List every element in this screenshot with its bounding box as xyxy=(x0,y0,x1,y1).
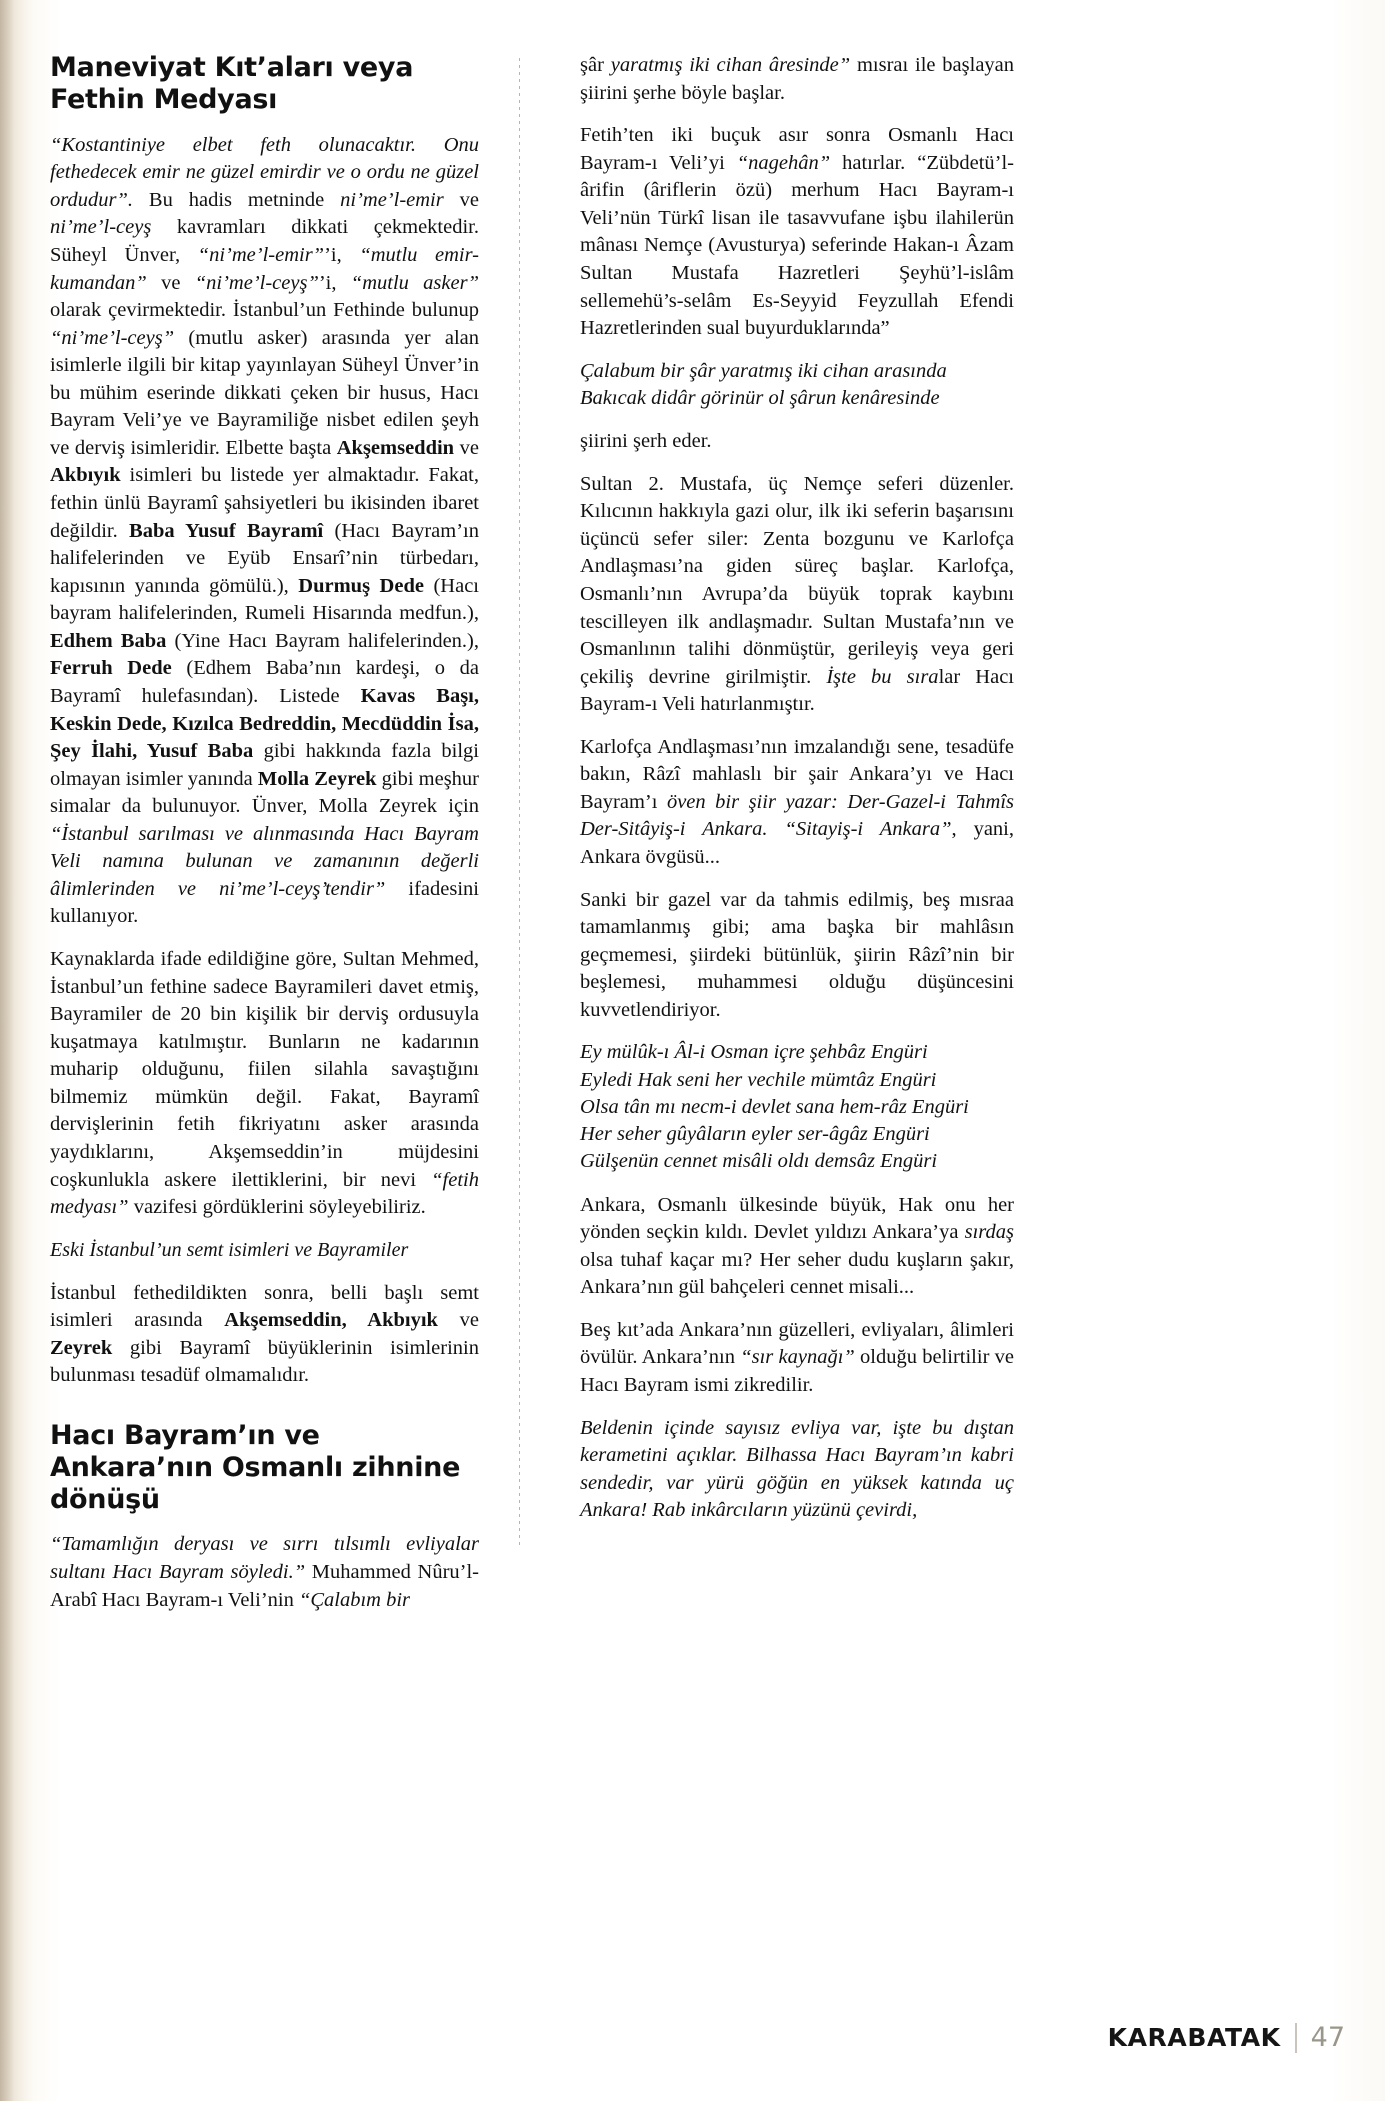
verse-line: Bakıcak didâr görinür ol şârun kenâresinde xyxy=(580,386,940,409)
text-run: ve xyxy=(146,271,195,294)
gutter-shadow xyxy=(0,0,26,2101)
verse-line: Her seher gûyâların eyler ser-âgâz Engüri xyxy=(580,1123,930,1146)
text-run: olarak çevirmektedir. İstanbul’un Fethinde bulunup xyxy=(50,299,479,322)
text-run: (Hacı bayram halifelerinden, Rumeli Hisarında medfun.), xyxy=(50,574,479,625)
name-durmus-dede: Durmuş Dede xyxy=(298,574,424,597)
column-divider xyxy=(519,58,520,1548)
text-run: Bu hadis metninde xyxy=(132,188,341,211)
text-run: vazifesi gördüklerini söyleyebiliriz. xyxy=(128,1196,426,1219)
text-run: ’i, xyxy=(318,271,351,294)
name-ferruh-dede: Ferruh Dede xyxy=(50,657,172,680)
right-column xyxy=(544,52,1014,1952)
text-run: olsa tuhaf kaçar mı? Her seher dudu kuşların şakır, Ankara’nın gül bahçeleri cennet misali... xyxy=(580,1248,1014,1299)
paragraph-fetihten xyxy=(580,122,1014,343)
emphasis-sirdas: sırdaş xyxy=(964,1221,1014,1244)
term-sir-kaynagi: “sır kaynağı” xyxy=(740,1346,855,1369)
emphasis-iste-bu-sira: İşte bu sıra xyxy=(826,665,939,688)
verse-line: Gülşenün cennet misâli oldı demsâz Engüri xyxy=(580,1150,938,1173)
text-run: gibi meşhur simalar da bulunuyor. Ünver, Molla Zeyrek için xyxy=(50,767,480,818)
text-run: Ankara, Osmanlı ülkesinde büyük, Hak onu her yönden seçkin kıldı. Devlet yıldızı Ankara’ya xyxy=(580,1193,1014,1244)
magazine-brand: KARABATAK xyxy=(1107,2023,1281,2052)
text-run: Fetih’ten iki buçuk asır sonra Osmanlı Hacı Bayram-ı Veli’yi xyxy=(580,124,1014,174)
page-footer xyxy=(1108,2022,1345,2053)
subheading-semt-isimleri: Eski İstanbul’un semt isimleri ve Bayramiler xyxy=(50,1238,409,1261)
paragraph-sar-yaratmis xyxy=(580,52,1014,107)
text-run: kavramları dikkati çekmektedir. Süheyl Ünver, xyxy=(50,216,479,266)
text-run: (Edhem Baba’nın kardeşi, o da Bayramî hulefasından). Listede xyxy=(50,657,479,707)
name-aksemseddin: Akşemseddin xyxy=(336,436,455,459)
text-run: isimleri bu listede yer almaktadır. Fakat, fethin ünlü Bayramî şahsiyetleri bu ikisinden ibaret değildir. xyxy=(50,464,479,542)
text-run: şâr xyxy=(580,54,611,76)
term-quoted: “ni’me’l-ceyş” xyxy=(50,326,175,349)
text-run: gibi hakkında fazla bilgi olmayan isimler yanında xyxy=(50,740,479,790)
quote-unver: “İstanbul sarılması ve alınmasında Hacı Bayram Veli namına bulunan ve zamanının değerli âlimlerinden ve ni’me’l-ceyş’tendir” xyxy=(50,822,479,900)
name-akbiyik: Akbıyık xyxy=(50,464,121,487)
paragraph-sources xyxy=(50,946,479,1222)
left-column xyxy=(50,52,495,1952)
quote-calabim-continued: yaratmış iki cihan âresinde” xyxy=(610,54,851,76)
paragraph-tamamligin-deryasi xyxy=(50,1531,479,1614)
term-quoted: “mutlu emir-kumandan” xyxy=(50,243,480,294)
section-heading-haci-bayram: Hacı Bayram’ın ve Ankara’nın Osmanlı zihnine dönüşü xyxy=(50,1419,461,1515)
verse-calabum xyxy=(580,358,1014,413)
verse-line: Olsa tân mı necm-i devlet sana hem-râz Engüri xyxy=(580,1095,969,1118)
paragraph-intro xyxy=(50,132,479,931)
text-run: Sultan 2. Mustafa, üç Nemçe seferi düzenler. Kılıcının hakkıyla gazi olur, ilk iki seferin başarısını üçüncü sefer siler: Zenta bozgunu ve Karlofça Andlaşması’na giden süreç başlar. Karlofça, Osmanlı’nın Avrupa’da büyük toprak kaybını tescilleyen ilk andlaşmadır. Sultan Mustafa’nın ve Osmanlının talihi dönmüştür, gerileyiş veya geri çekiliş devrine girilmiştir. xyxy=(580,472,1014,688)
page-number: 47 xyxy=(1310,2022,1345,2053)
text-run: ve xyxy=(443,188,479,211)
text-run: , yani, Ankara övgüsü... xyxy=(580,818,1015,868)
text-run: (mutlu asker) arasında yer alan isimlerle ilgili bir kitap yayınlayan Süheyl Ünver’in bu mühim eserinde dikkati çeken bir husus, Hacı Bayram Veli’ye ve Bayramiliğe nisbet edilen şeyh ve derviş isimleridir. Elbette başta xyxy=(50,326,479,459)
text-run: lar Hacı Bayram-ı Veli hatırlanmıştır. xyxy=(580,665,1014,716)
verse-line: Eyledi Hak seni her vechile mümtâz Engüri xyxy=(580,1068,937,1091)
paragraph-ankara-osmanli xyxy=(580,1192,1014,1302)
verse-line: Ey mülûk-ı Âl-i Osman içre şehbâz Engüri xyxy=(580,1041,928,1064)
text-run: gibi Bayramî büyüklerinin isimlerinin bulunması tesadüf olmamalıdır. xyxy=(50,1336,479,1387)
term-quoted: “ni’me’l-emir” xyxy=(197,243,325,266)
text-run: Beş kıt’ada Ankara’nın güzelleri, evliyaları, âlimleri övülür. Ankara’nın xyxy=(580,1318,1014,1369)
term-nimel-ceys: ni’me’l-ceyş xyxy=(50,216,152,239)
term-fetih-medyasi: “fetih medyası” xyxy=(50,1168,479,1219)
text-run: ve xyxy=(454,436,479,459)
name-zeyrek: Zeyrek xyxy=(50,1336,113,1359)
paragraph-sultan-mustafa xyxy=(580,471,1014,719)
text-run: Muhammed Nûru’l-Arabî Hacı Bayram-ı Veli’nin xyxy=(50,1561,479,1611)
page-title: Maneviyat Kıt’aları veya Fethin Medyası xyxy=(50,52,414,115)
footer-divider xyxy=(1295,2023,1297,2053)
term-nagehan: “nagehân” xyxy=(736,151,831,174)
paragraph-serh-eder: şiirini şerh eder. xyxy=(580,430,712,453)
term-nimel-emir: ni’me’l-emir xyxy=(340,188,444,211)
text-run: ve xyxy=(437,1309,479,1332)
text-run: Karlofça Andlaşması’nın imzalandığı sene, tesadüfe bakın, Râzî mahlaslı bir şair Ankara’yı ve Hacı Bayram’ı xyxy=(580,735,1014,813)
term-quoted: “ni’me’l-ceyş” xyxy=(194,271,319,294)
paragraph-belde-evliya: Beldenin içinde sayısız evliya var, işte bu dıştan kerametini açıklar. Bilhassa Hacı Bayram’ın kabri sendedir, var yürü göğün en yüksek katında uç Ankara! Rab inkârcıların yüzünü çevirdi, xyxy=(580,1416,1014,1522)
name-list-others: Kavas Başı, Keskin Dede, Kızılca Bedreddin, Mecdüddin İsa, Şey İlahi, Yusuf Baba xyxy=(50,684,479,763)
paragraph-gazel-tahmis: Sanki bir gazel var da tahmis edilmiş, beş mısraa tamamlanmış gibi; ama başka bir mahlâsın geçmemesi, şiirdeki bütünlük, şiirin Râzî’nin bir beşlemesi, muhammesi olduğu düşüncesini kuvvetlendiriyor. xyxy=(580,888,1014,1021)
text-run: mısraı ile başlayan şiirini şerhe böyle başlar. xyxy=(580,54,1015,104)
name-baba-yusuf-bayrami: Baba Yusuf Bayramî xyxy=(129,519,324,542)
text-run: ifadesini kullanıyor. xyxy=(50,877,479,928)
name-molla-zeyrek: Molla Zeyrek xyxy=(257,767,377,790)
paragraph-semt-isimleri xyxy=(50,1280,479,1390)
text-run: (Hacı Bayram’ın halifelerinden ve Eyüb Ensarî’nin türbedarı, kapısının yanında gömülü.), xyxy=(50,519,479,597)
name-aksemseddin-akbiyik: Akşemseddin, Akbıyık xyxy=(224,1309,438,1332)
name-edhem-baba: Edhem Baba xyxy=(50,629,167,652)
text-run: ’i, xyxy=(324,243,360,266)
text-run: (Yine Hacı Bayram halifelerinden.), xyxy=(166,629,479,652)
quote-calabim-start: “Çalabım bir xyxy=(298,1588,411,1611)
text-run: olduğu belirtilir ve Hacı Bayram ismi zikredilir. xyxy=(580,1346,1014,1396)
quote-hadith: “Kostantiniye elbet feth olunacaktır. Onu fethedecek emir ne güzel emirdir ve o ordu ne güzel ordudur”. xyxy=(50,133,479,211)
verse-line: Çalabum bir şâr yaratmış iki cihan arasında xyxy=(580,359,947,382)
text-run: hatırlar. “Zübdetü’l-ârifin (âriflerin özü) merhum Hacı Bayram-ı Veli’nün Türkî lisan ile tasavvufane işbu ilahilerün mânası Nemçe (Avusturya) seferinde Hakan-ı Âzam Sultan Mustafa Hazretleri Şeyhü’l-islâm sellemehü’s-selâm Es-Seyyid Feyzullah Efendi Hazretlerinden sual buyurduklarında” xyxy=(580,151,1015,340)
title-der-gazel: öven bir şiir yazar: Der-Gazel-i Tahmîs Der-Sitâyiş-i Ankara. “Sitayiş-i Ankara” xyxy=(580,790,1014,841)
text-run: Kaynaklarda ifade edildiğine göre, Sultan Mehmed, İstanbul’un fethine sadece Bayramileri davet etmiş, Bayramiler de 20 bin kişilik bir derviş ordusuyla kuşatmaya katılmıştır. Bunların ne kadarının muharip olduğunu, fiilen silahla savaştığını bilmemiz mümkün değil. Fakat, Bayramî dervişlerinin fetih fikriyatını asker arasında yaydıklarını, Akşemseddin’in müjdesini coşkunlukla askere ilettiklerini, bir nevi xyxy=(50,948,479,1191)
verse-enguri xyxy=(580,1039,1014,1175)
paragraph-karlofca xyxy=(580,734,1014,872)
text-run: İstanbul fethedildikten sonra, belli başlı semt isimleri arasında xyxy=(50,1281,479,1332)
quote-tamamligin: “Tamamlığın deryası ve sırrı tılsımlı evliyalar sultanı Hacı Bayram söyledi.” xyxy=(50,1533,479,1584)
page-content xyxy=(50,52,1340,1952)
term-quoted: “mutlu asker” xyxy=(350,271,479,294)
paragraph-bes-kitada xyxy=(580,1317,1014,1400)
